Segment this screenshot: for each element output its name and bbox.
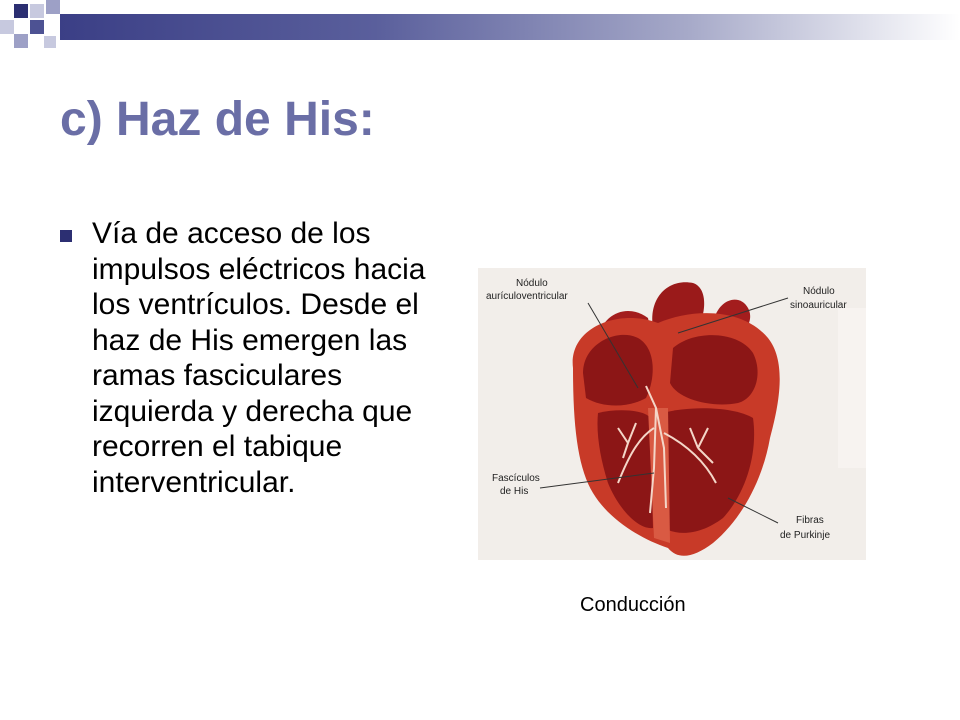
label-his-1: Fascículos [492, 473, 540, 484]
label-sa-node-2: sinoauricular [790, 300, 847, 311]
heart-illustration [478, 268, 866, 560]
bullet-list [58, 216, 458, 500]
label-purkinje-2: de Purkinje [780, 530, 831, 541]
header-gradient-band [60, 14, 960, 40]
slide-title: c) Haz de His: [60, 93, 375, 146]
label-av-node-1: Nódulo [516, 278, 548, 289]
decor-square [30, 4, 44, 18]
bullet-square-icon [60, 230, 72, 242]
decor-square [14, 34, 28, 48]
bullet-text: Vía de acceso de los impulsos eléctricos hacia los ventrículos. Desde el haz de His emergen las ramas fasciculares izquierda y derecha que recorren el tabique interventricular. [92, 217, 426, 499]
decor-square [46, 0, 60, 14]
decor-square [44, 36, 56, 48]
label-purkinje-1: Fibras [796, 515, 824, 526]
decor-square [0, 20, 14, 34]
label-av-node-2: aurículoventricular [486, 291, 568, 302]
decorative-header-bar [0, 0, 960, 48]
decor-square [30, 20, 44, 34]
decor-square [14, 4, 28, 18]
left-atrium-chamber [670, 335, 758, 404]
heart-conduction-diagram [478, 268, 866, 560]
label-his-2: de His [500, 486, 529, 497]
label-sa-node-1: Nódulo [803, 286, 835, 297]
figure-caption: Conducción [580, 594, 686, 616]
